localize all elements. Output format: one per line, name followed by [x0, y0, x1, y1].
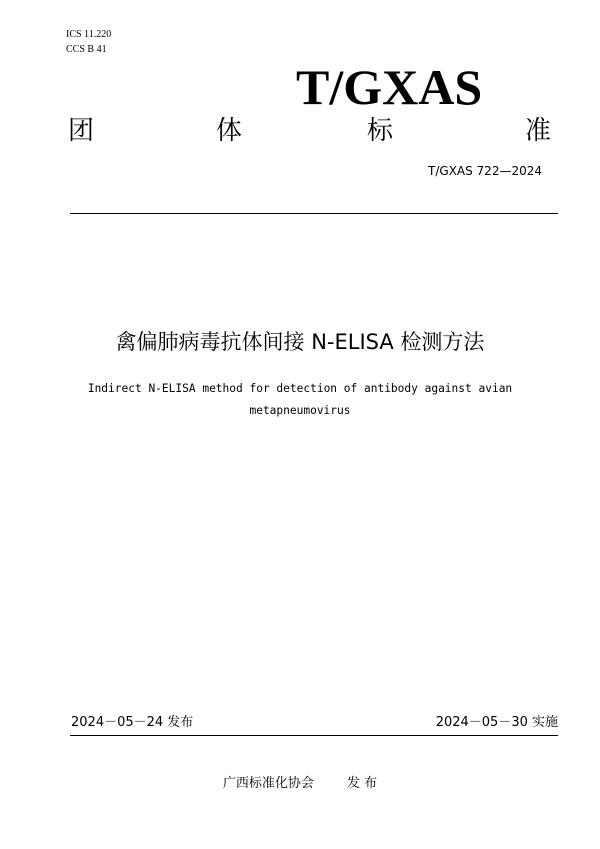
standard-type-char: 准 — [525, 116, 552, 146]
standard-logo — [296, 58, 526, 116]
title-chinese: 禽偏肺病毒抗体间接 N-ELISA 检测方法 — [115, 330, 485, 354]
standard-type-char: 体 — [216, 116, 243, 146]
logo-text: T/GXAS — [296, 59, 483, 115]
document-number: T/GXAS 722—2024 — [428, 164, 542, 178]
publisher: 广西标准化协会 发 布 — [222, 776, 378, 791]
ics-code: ICS 11.220 — [66, 29, 112, 40]
title-english: Indirect N-ELISA method for detection of antibody against avian metapneumovirus — [87, 382, 513, 417]
issue-date: 2024－05－24 发布 — [71, 715, 194, 730]
standard-type-char: 团 — [68, 116, 95, 146]
ccs-code: CCS B 41 — [66, 44, 107, 55]
implementation-date: 2024－05－30 实施 — [435, 715, 558, 730]
footer-divider — [70, 735, 558, 736]
header-divider — [70, 213, 558, 214]
standard-type-char: 标 — [367, 116, 394, 146]
